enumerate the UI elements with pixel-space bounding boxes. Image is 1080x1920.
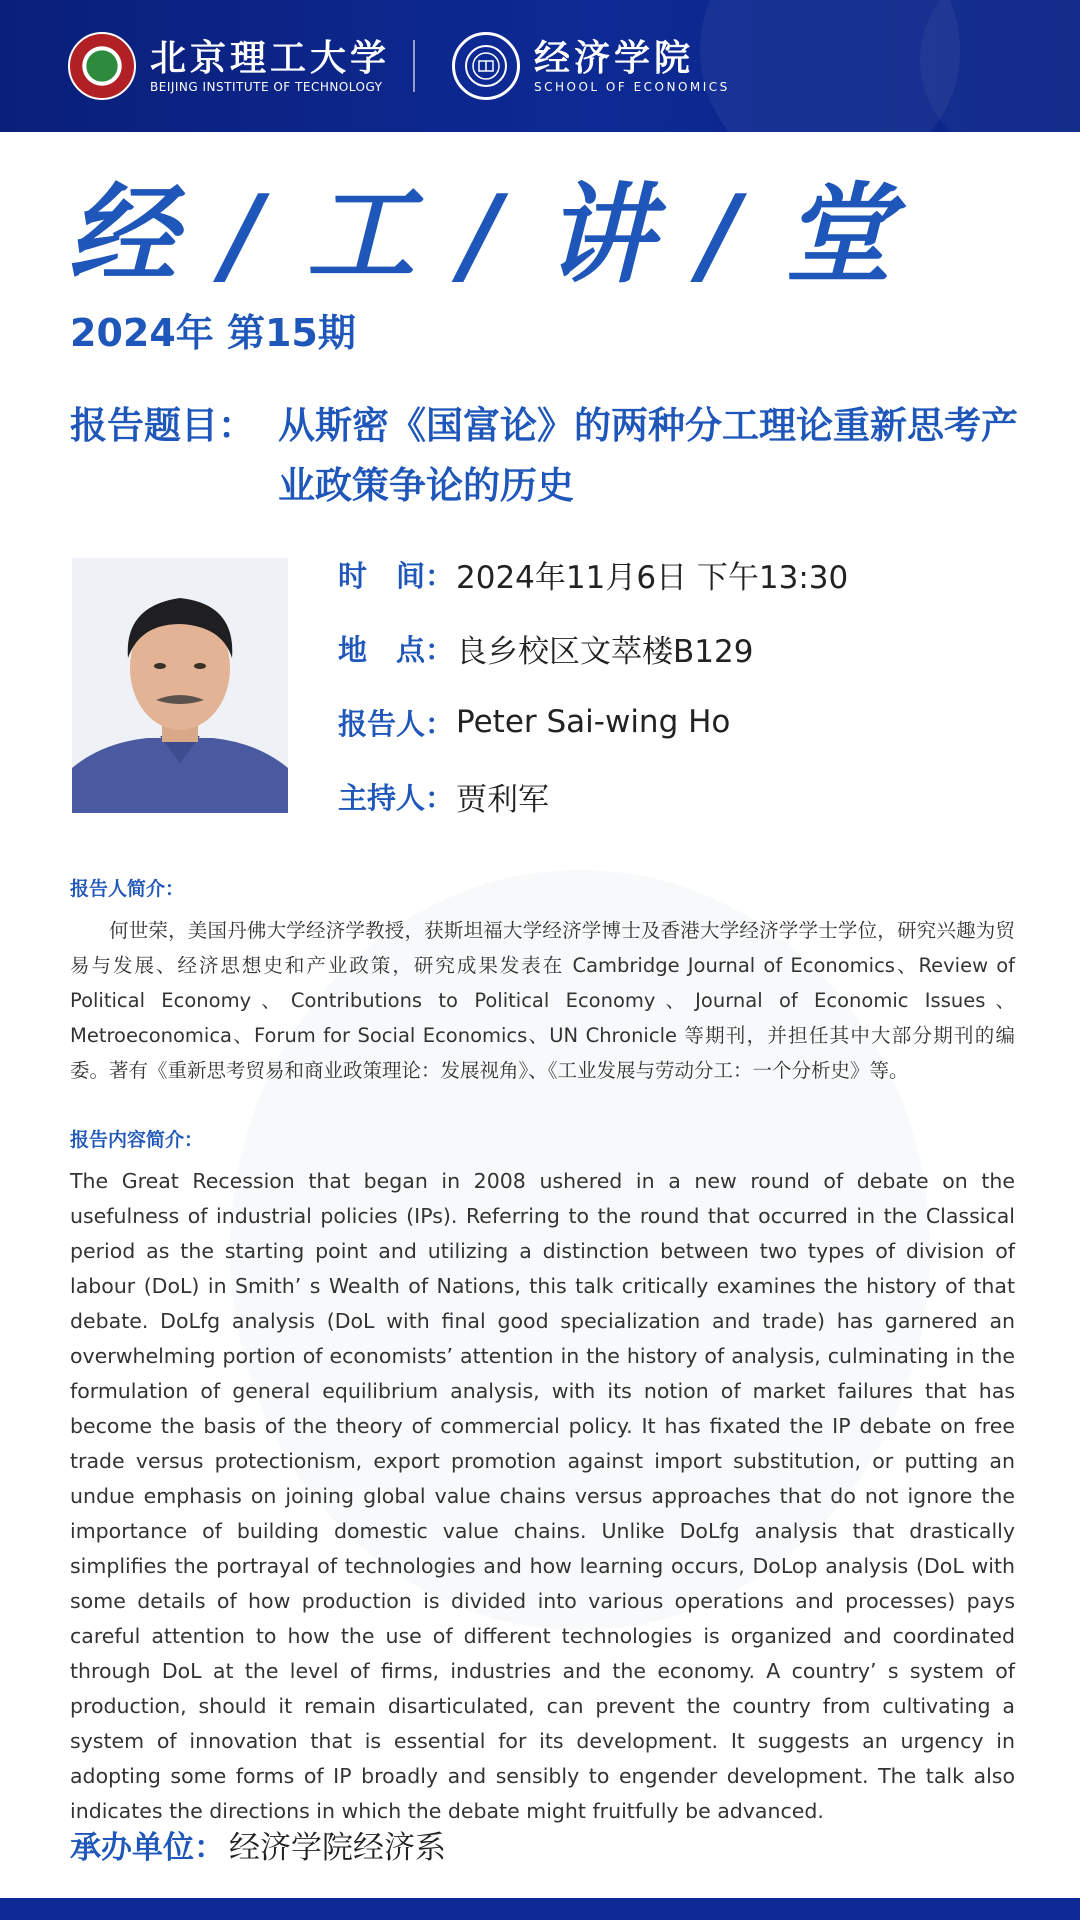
place-label: 地 点： — [338, 632, 455, 667]
speaker-photo — [72, 558, 288, 813]
speaker-portrait — [72, 558, 288, 813]
organizer-label: 承办单位： — [70, 1830, 225, 1866]
header-decoration — [920, 0, 1080, 132]
place-row — [338, 623, 1058, 673]
footer-bar — [0, 1898, 1080, 1920]
school-logo — [452, 32, 730, 100]
host-label: 主持人： — [338, 780, 455, 815]
organizer-value: 经济学院经济系 — [229, 1830, 446, 1866]
bit-name-en: BEIJING INSTITUTE OF TECHNOLOGY — [150, 80, 383, 94]
time-label: 时 间： — [338, 558, 455, 593]
talk-abstract: The Great Recession that began in 2008 ushered in a new round of debate on the usefulness of industrial policies (IPs). Referring to the round that occurred in the Classical period as the starting point and utilizing a distinction between two types of division of labour (DoL) in Smith’ s Wealth of Nations, this talk critically examines the history of that debate. DoLfg analysis (DoL with final good specialization and trade) has garnered an overwhelming portion of economists’ attention in the history of analysis, culminating in the formulation of general equilibrium analysis, with its notion of market failures that has become the basis of the theory of commercial policy. It has fixated the IP debate on free trade versus protectionism, export promotion against import substitution, or putting an undue emphasis on joining global value chains versus approaches that do not ignore the importance of building domestic value chains. Unlike DoLfg analysis that drastically simplifies the portrayal of technologies and how learning occurs, DoLop analysis (DoL with some details of how production is divided into various operations and processes) pays careful attention to how the use of different technologies is organized and coordinated through DoL at the level of firms, industries and the economy. A country’ s system of production, should it remain disarticulated, can prevent the country from cultivating a system of innovation that is essential for its development. It suggests an urgency in adopting some forms of IP broadly and sensibly to engender development. The talk also indicates the directions in which the debate might fruitfully be advanced. — [70, 1169, 1015, 1823]
talk-topic — [70, 396, 1020, 516]
topic-text: 从斯密《国富论》的两种分工理论重新思考产业政策争论的历史 — [278, 404, 1018, 507]
header-banner — [0, 0, 1080, 132]
school-name-cn: 经济学院 — [534, 37, 695, 79]
time-row — [338, 549, 1058, 599]
speaker-label: 报告人： — [338, 706, 455, 741]
school-name-en: SCHOOL OF ECONOMICS — [534, 80, 730, 94]
time-value: 2024年11月6日 下午13:30 — [456, 559, 849, 596]
organizer-row — [70, 1822, 446, 1867]
topic-label: 报告题目： — [70, 404, 255, 447]
speaker-row — [338, 697, 1058, 747]
speaker-bio: 何世荣，美国丹佛大学经济学教授，获斯坦福大学经济学博士及香港大学经济学学士学位，研究兴趣为贸易与发展、经济思想史和产业政策，研究成果发表在 Cambridge Journal of Economics、Review of Political Economy、Contributions to Political Economy、Journal of Economic Issues、Metroeconomica、Forum for Social Economics、UN Chronicle 等期刊，并担任其中大部分期刊的编委。著有《重新思考贸易和商业政策理论：发展视角》、《工业发展与劳动分工：一个分析史》等。 — [70, 919, 1015, 1082]
speaker-value: Peter Sai-wing Ho — [456, 704, 731, 740]
abstract-label: 报告内容简介： — [70, 1129, 204, 1151]
university-emblem-icon — [68, 32, 136, 100]
bit-logo — [68, 32, 390, 100]
school-emblem-icon — [452, 32, 520, 100]
school-emblem-graphic — [463, 43, 509, 89]
series-title: 经 / 工 / 讲 / 堂 — [68, 172, 896, 298]
logo-divider — [413, 40, 415, 92]
bio-label: 报告人简介： — [70, 878, 185, 900]
issue-number: 2024年 第15期 — [70, 311, 356, 355]
host-row — [338, 771, 1058, 821]
bit-name-cn: 北京理工大学 — [150, 37, 391, 79]
place-value: 良乡校区文萃楼B129 — [456, 633, 754, 670]
host-value: 贾利军 — [456, 781, 549, 818]
